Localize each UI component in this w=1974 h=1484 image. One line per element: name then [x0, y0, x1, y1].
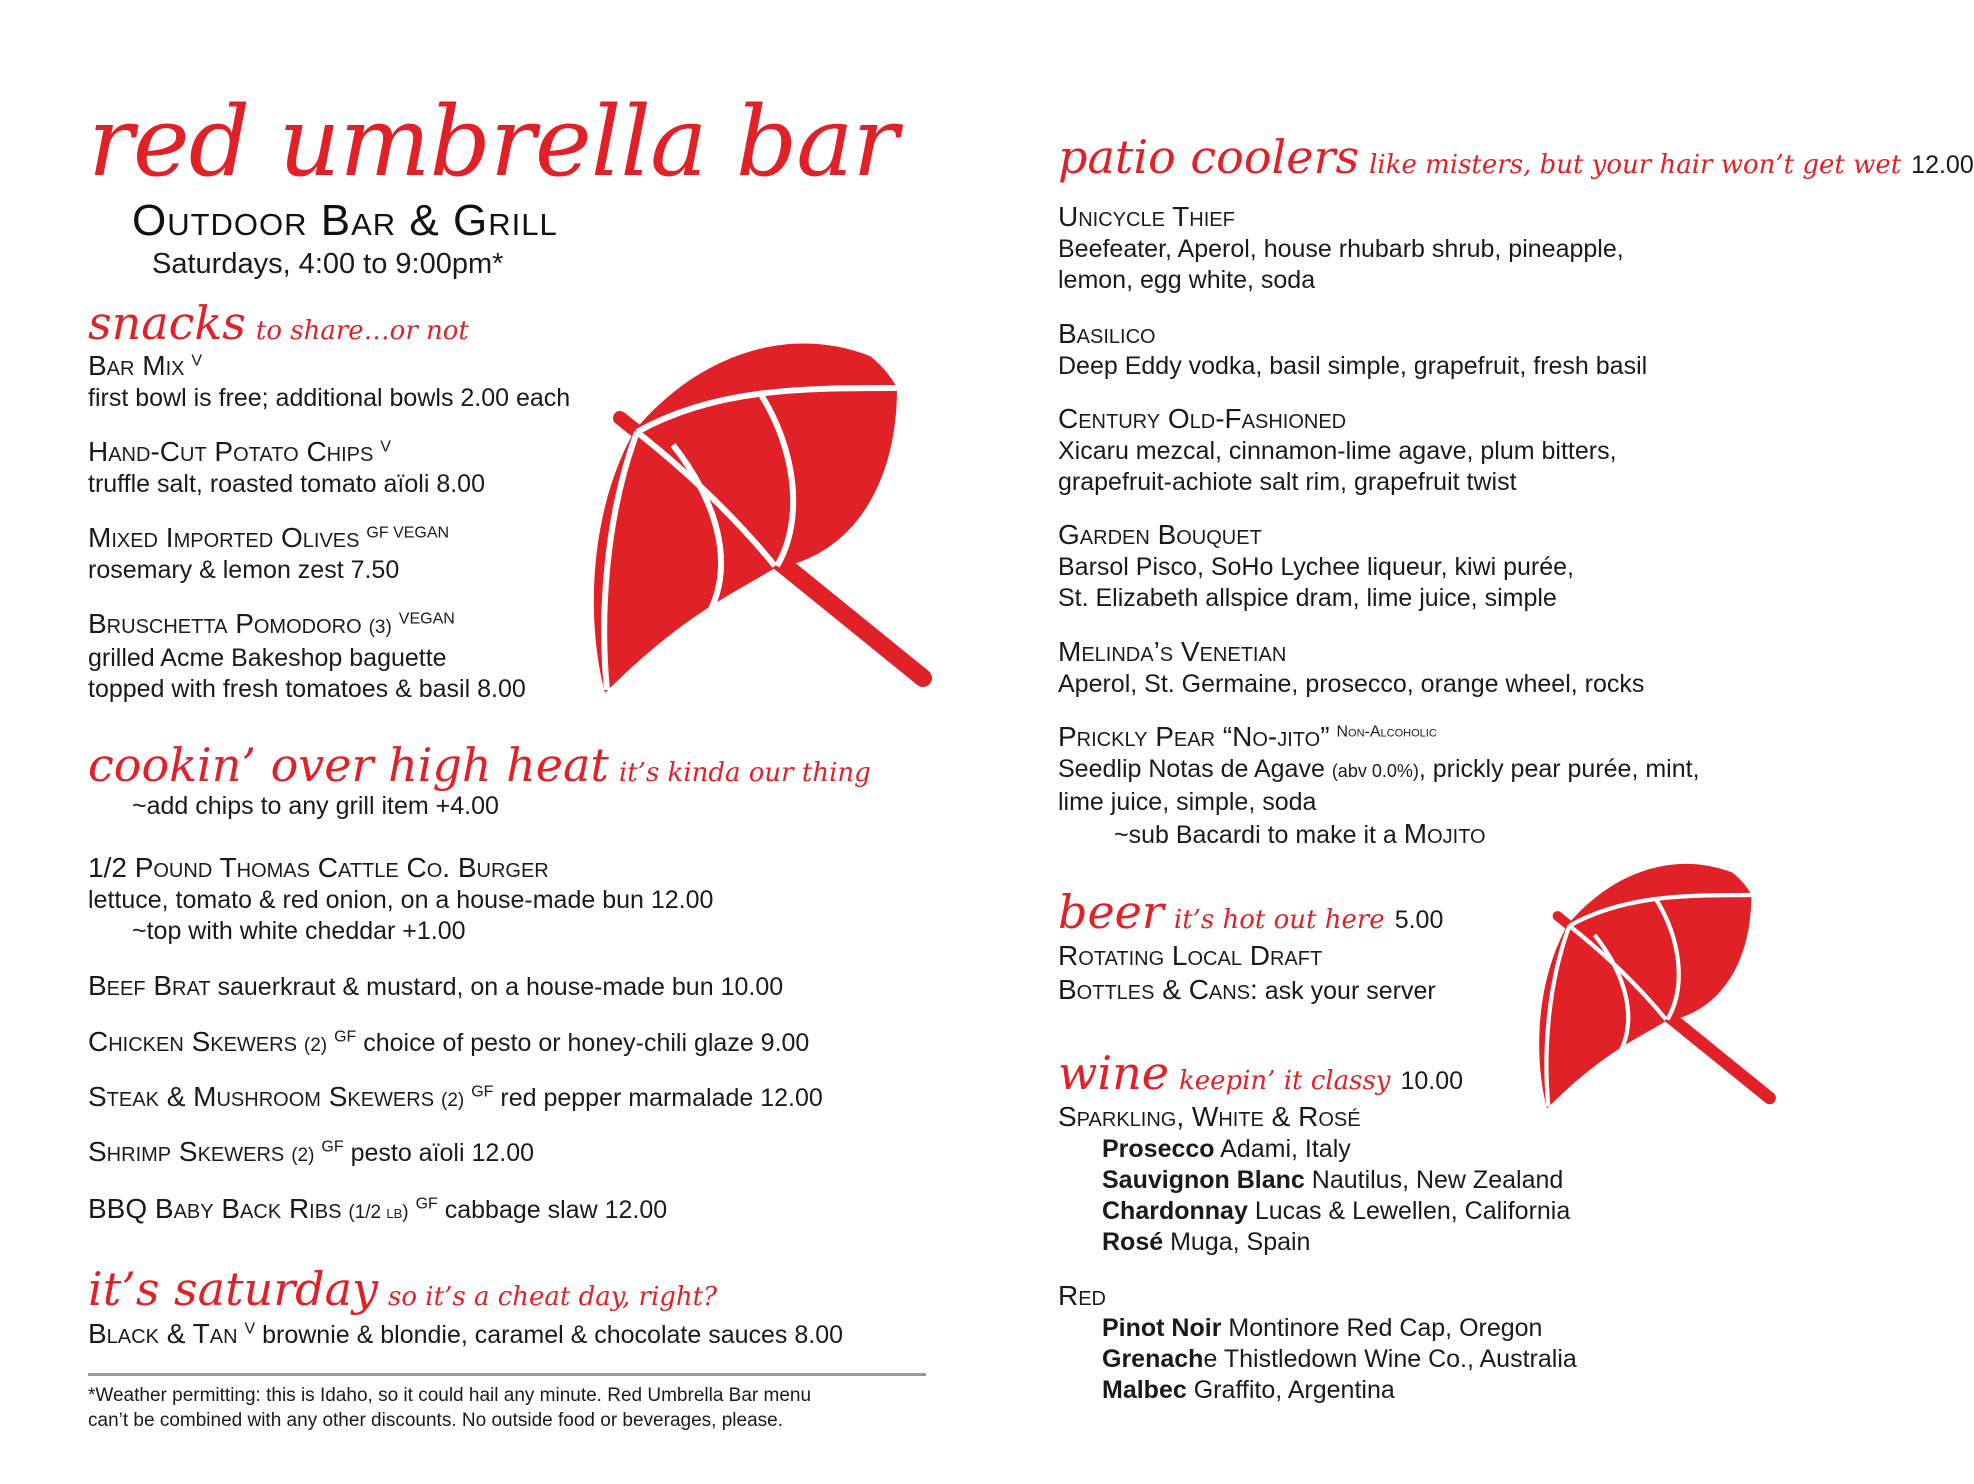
diet-tag: GF [321, 1138, 344, 1156]
wine-varietal: Malbec [1102, 1376, 1187, 1404]
menu-item [88, 608, 526, 705]
wine-item [1058, 1376, 1395, 1404]
item-name: Shrimp Skewers [88, 1136, 285, 1167]
wine-producer: Thistledown Wine Co., Australia [1223, 1345, 1577, 1373]
wine-producer: Lucas & Lewellen, California [1254, 1197, 1571, 1225]
item-name: Bar Mix [88, 350, 185, 381]
wine-producer: Graffito, Argentina [1193, 1376, 1395, 1404]
menu-item [88, 1193, 667, 1228]
abv-note: (abv 0.0%) [1331, 761, 1419, 781]
item-qty: (2) [291, 1145, 315, 1166]
wine-producer: Montinore Red Cap, Oregon [1228, 1314, 1543, 1342]
umbrella-icon [545, 318, 945, 718]
section-title: beer [1058, 885, 1164, 939]
dessert-heading [88, 1262, 717, 1316]
item-desc: Barsol Pisco, SoHo Lychee liqueur, kiwi purée, [1058, 553, 1575, 581]
item-name: 1/2 Pound Thomas Cattle Co. Burger [88, 852, 549, 883]
wine-item [1058, 1166, 1563, 1194]
wine-item [1058, 1228, 1310, 1256]
item-desc-2: lemon, egg white, soda [1058, 266, 1316, 294]
menu-item [88, 436, 485, 500]
section-tagline: it’s hot out here [1173, 905, 1385, 935]
menu-item [88, 1026, 809, 1061]
section-title: snacks [88, 296, 246, 350]
diet-tag: V [244, 1320, 256, 1338]
item-name: Unicycle Thief [1058, 201, 1235, 232]
item-name: Rotating Local Draft [1058, 940, 1323, 971]
section-tagline: like misters, but your hair won’t get wet [1369, 150, 1902, 180]
menu-item [88, 1081, 823, 1116]
wine-varietal: Prosecco [1102, 1135, 1215, 1163]
wine-group [1058, 1101, 1570, 1258]
section-price: 5.00 [1394, 906, 1444, 934]
item-desc: choice of pesto or honey-chili glaze 9.00 [363, 1029, 810, 1057]
diet-tag: VEGAN [398, 610, 455, 628]
section-price: 12.00 [1911, 151, 1974, 179]
small-umbrella-icon [1495, 846, 1795, 1126]
item-desc: Beefeater, Aperol, house rhubarb shrub, pineapple, [1058, 235, 1624, 263]
wine-group [1058, 1280, 1577, 1406]
item-desc: brownie & blondie, caramel & chocolate sauces 8.00 [262, 1321, 844, 1349]
menu-item [88, 350, 570, 414]
page-subtitle: Outdoor Bar & Grill [132, 196, 558, 245]
item-name: Garden Bouquet [1058, 519, 1262, 550]
item-desc: Xicaru mezcal, cinnamon-lime agave, plum bitters, [1058, 437, 1617, 465]
item-name: Bruschetta Pomodoro [88, 608, 362, 639]
beer-heading [1058, 885, 1443, 939]
section-tagline: it’s kinda our thing [618, 758, 871, 788]
item-name: Melinda’s Venetian [1058, 636, 1287, 667]
item-name: Hand-Cut Potato Chips [88, 436, 374, 467]
item-desc: Deep Eddy vodka, basil simple, grapefruit, fresh basil [1058, 352, 1648, 380]
wine-varietal: Chardonnay [1102, 1197, 1248, 1225]
menu-item [88, 1318, 843, 1351]
item-qty: (2) [303, 1035, 328, 1056]
item-name: Chicken Skewers [88, 1026, 297, 1057]
item-qty: (1/2 lb) [348, 1202, 409, 1223]
item-qty: (2) [441, 1090, 465, 1111]
item-desc: lettuce, tomato & red onion, on a house-made bun 12.00 [88, 886, 714, 914]
wine-item [1058, 1135, 1351, 1163]
footnote-line-2: can’t be combined with any other discounts. No outside food or beverages, please. [88, 1410, 783, 1431]
item-desc-2: lime juice, simple, soda [1058, 788, 1317, 816]
wine-producer: Adami, Italy [1220, 1135, 1351, 1163]
item-desc: pesto aïoli 12.00 [350, 1139, 535, 1167]
diet-tag: GF [471, 1083, 494, 1101]
section-title: wine [1058, 1046, 1169, 1100]
item-note: ~sub Bacardi to make it a [1114, 821, 1397, 849]
item-name: Bottles & Cans: [1058, 974, 1258, 1005]
wine-group-name: Sparkling, White & Rosé [1058, 1101, 1361, 1132]
item-desc: grilled Acme Bakeshop baguette [88, 644, 447, 672]
diet-tag: GF VEGAN [366, 524, 450, 542]
wine-heading [1058, 1046, 1463, 1100]
footnote [88, 1383, 811, 1433]
item-desc: Seedlip Notas de Agave [1058, 755, 1325, 783]
wine-varietal: Rosé [1102, 1228, 1164, 1256]
item-note: ~top with white cheddar +1.00 [132, 917, 466, 945]
footnote-line-1: *Weather permitting: this is Idaho, so it could hail any minute. Red Umbrella Bar menu [88, 1385, 812, 1406]
section-title: patio coolers [1058, 130, 1360, 184]
menu-item [1058, 636, 1644, 700]
wine-varietal: Pinot Noir [1102, 1314, 1222, 1342]
item-desc: red pepper marmalade 12.00 [500, 1084, 823, 1112]
menu-item [1058, 940, 1322, 973]
snacks-heading [88, 296, 469, 350]
item-name: Century Old-Fashioned [1058, 403, 1347, 434]
menu-item [88, 522, 449, 586]
section-tagline: keepin’ it classy [1178, 1066, 1391, 1096]
menu-item [1058, 519, 1574, 614]
menu-item [1058, 201, 1624, 296]
page-title: red umbrella bar [88, 86, 898, 198]
wine-group-name: Red [1058, 1280, 1107, 1311]
item-name: BBQ Baby Back Ribs [88, 1193, 342, 1224]
item-name: Prickly Pear “No-jito” [1058, 721, 1330, 752]
item-note-name: Mojito [1403, 818, 1486, 849]
section-title: it’s saturday [88, 1262, 379, 1316]
diet-tag: Non-Alcoholic [1336, 723, 1437, 741]
item-desc: cabbage slaw 12.00 [444, 1196, 668, 1224]
item-desc-2: topped with fresh tomatoes & basil 8.00 [88, 675, 526, 703]
menu-item [1058, 403, 1617, 498]
wine-producer: Nautilus, New Zealand [1311, 1166, 1564, 1194]
item-name: Steak & Mushroom Skewers [88, 1081, 435, 1112]
item-qty: (3) [368, 617, 392, 638]
menu-item [88, 852, 713, 947]
diet-tag: GF [334, 1028, 357, 1046]
menu-item [88, 1136, 534, 1171]
diet-tag: V [191, 352, 203, 370]
menu-item [1058, 318, 1647, 382]
item-name: Basilico [1058, 318, 1156, 349]
section-tagline: so it’s a cheat day, right? [388, 1282, 718, 1312]
wine-varietal: Grenach [1102, 1345, 1204, 1373]
item-desc-cont: , prickly pear purée, mint, [1418, 755, 1700, 783]
item-name: Beef Brat [88, 970, 211, 1001]
wine-producer: Muga, Spain [1170, 1228, 1311, 1256]
item-desc-2: St. Elizabeth allspice dram, lime juice, simple [1058, 584, 1557, 612]
item-desc-2: grapefruit-achiote salt rim, grapefruit twist [1058, 468, 1517, 496]
grill-heading [88, 738, 871, 792]
hours: Saturdays, 4:00 to 9:00pm* [152, 248, 504, 280]
grill-note: ~add chips to any grill item +4.00 [132, 792, 499, 820]
item-name: Black & Tan [88, 1318, 238, 1349]
item-desc: first bowl is free; additional bowls 2.00 each [88, 384, 571, 412]
wine-item [1058, 1345, 1577, 1373]
item-desc: sauerkraut & mustard, on a house-made bun 10.00 [217, 973, 784, 1001]
diet-tag: V [380, 438, 391, 456]
menu-item [1058, 721, 1700, 851]
item-desc: truffle salt, roasted tomato aïoli 8.00 [88, 470, 485, 498]
item-name: Mixed Imported Olives [88, 522, 360, 553]
section-title: cookin’ over high heat [88, 738, 609, 792]
wine-varietal: Sauvignon Blanc [1102, 1166, 1305, 1194]
item-desc: Aperol, St. Germaine, prosecco, orange wheel, rocks [1058, 670, 1645, 698]
item-desc: rosemary & lemon zest 7.50 [88, 556, 400, 584]
wine-varietal-rest: e [1203, 1345, 1218, 1373]
menu-item [1058, 974, 1436, 1007]
wine-item [1058, 1197, 1570, 1225]
coolers-heading [1058, 130, 1974, 184]
section-tagline: to share…or not [255, 316, 469, 346]
item-desc: ask your server [1264, 977, 1436, 1005]
section-price: 10.00 [1400, 1067, 1464, 1095]
diet-tag: GF [415, 1195, 438, 1213]
menu-item [88, 970, 783, 1003]
wine-item [1058, 1314, 1542, 1342]
footnote-divider [88, 1373, 926, 1376]
